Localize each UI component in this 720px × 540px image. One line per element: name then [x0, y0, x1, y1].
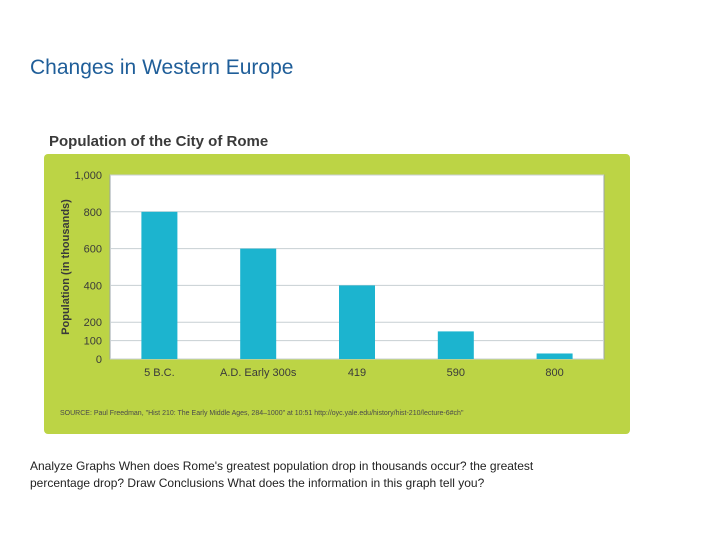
x-tick-label: 800 — [545, 367, 564, 379]
bar-chart — [44, 128, 630, 434]
x-tick-label: 590 — [446, 367, 465, 379]
bar — [141, 212, 177, 359]
x-tick-label: A.D. Early 300s — [219, 367, 297, 379]
x-tick-label: 419 — [347, 367, 367, 379]
y-tick-label: 100 — [83, 335, 102, 348]
bar — [438, 331, 474, 359]
bar — [537, 353, 573, 359]
chart-figure — [44, 128, 630, 434]
bar — [339, 285, 375, 359]
chart-source: SOURCE: Paul Freedman, "Hist 210: The Early Middle Ages, 284–1000" at 10:51 http://oyc.yale.edu/history/hist-210/lecture-6#ch" — [60, 410, 464, 417]
y-tick-label: 800 — [83, 206, 102, 219]
y-axis-label: Population (in thousands) — [60, 199, 72, 335]
slide-caption: Analyze Graphs When does Rome's greatest population drop in thousands occur? the greatest percentage drop? Draw Conclusions What does the information in this graph tell you? — [30, 459, 534, 490]
y-tick-label: 200 — [83, 317, 102, 330]
chart-title: Population of the City of Rome — [49, 133, 269, 150]
y-tick-label: 600 — [83, 243, 102, 256]
slide-title: Changes in Western Europe — [30, 56, 294, 79]
y-tick-label: 1,000 — [74, 170, 102, 182]
bar — [240, 249, 276, 359]
x-tick-label: 5 B.C. — [144, 367, 175, 379]
y-tick-label: 0 — [95, 354, 102, 366]
y-tick-label: 400 — [83, 280, 102, 293]
